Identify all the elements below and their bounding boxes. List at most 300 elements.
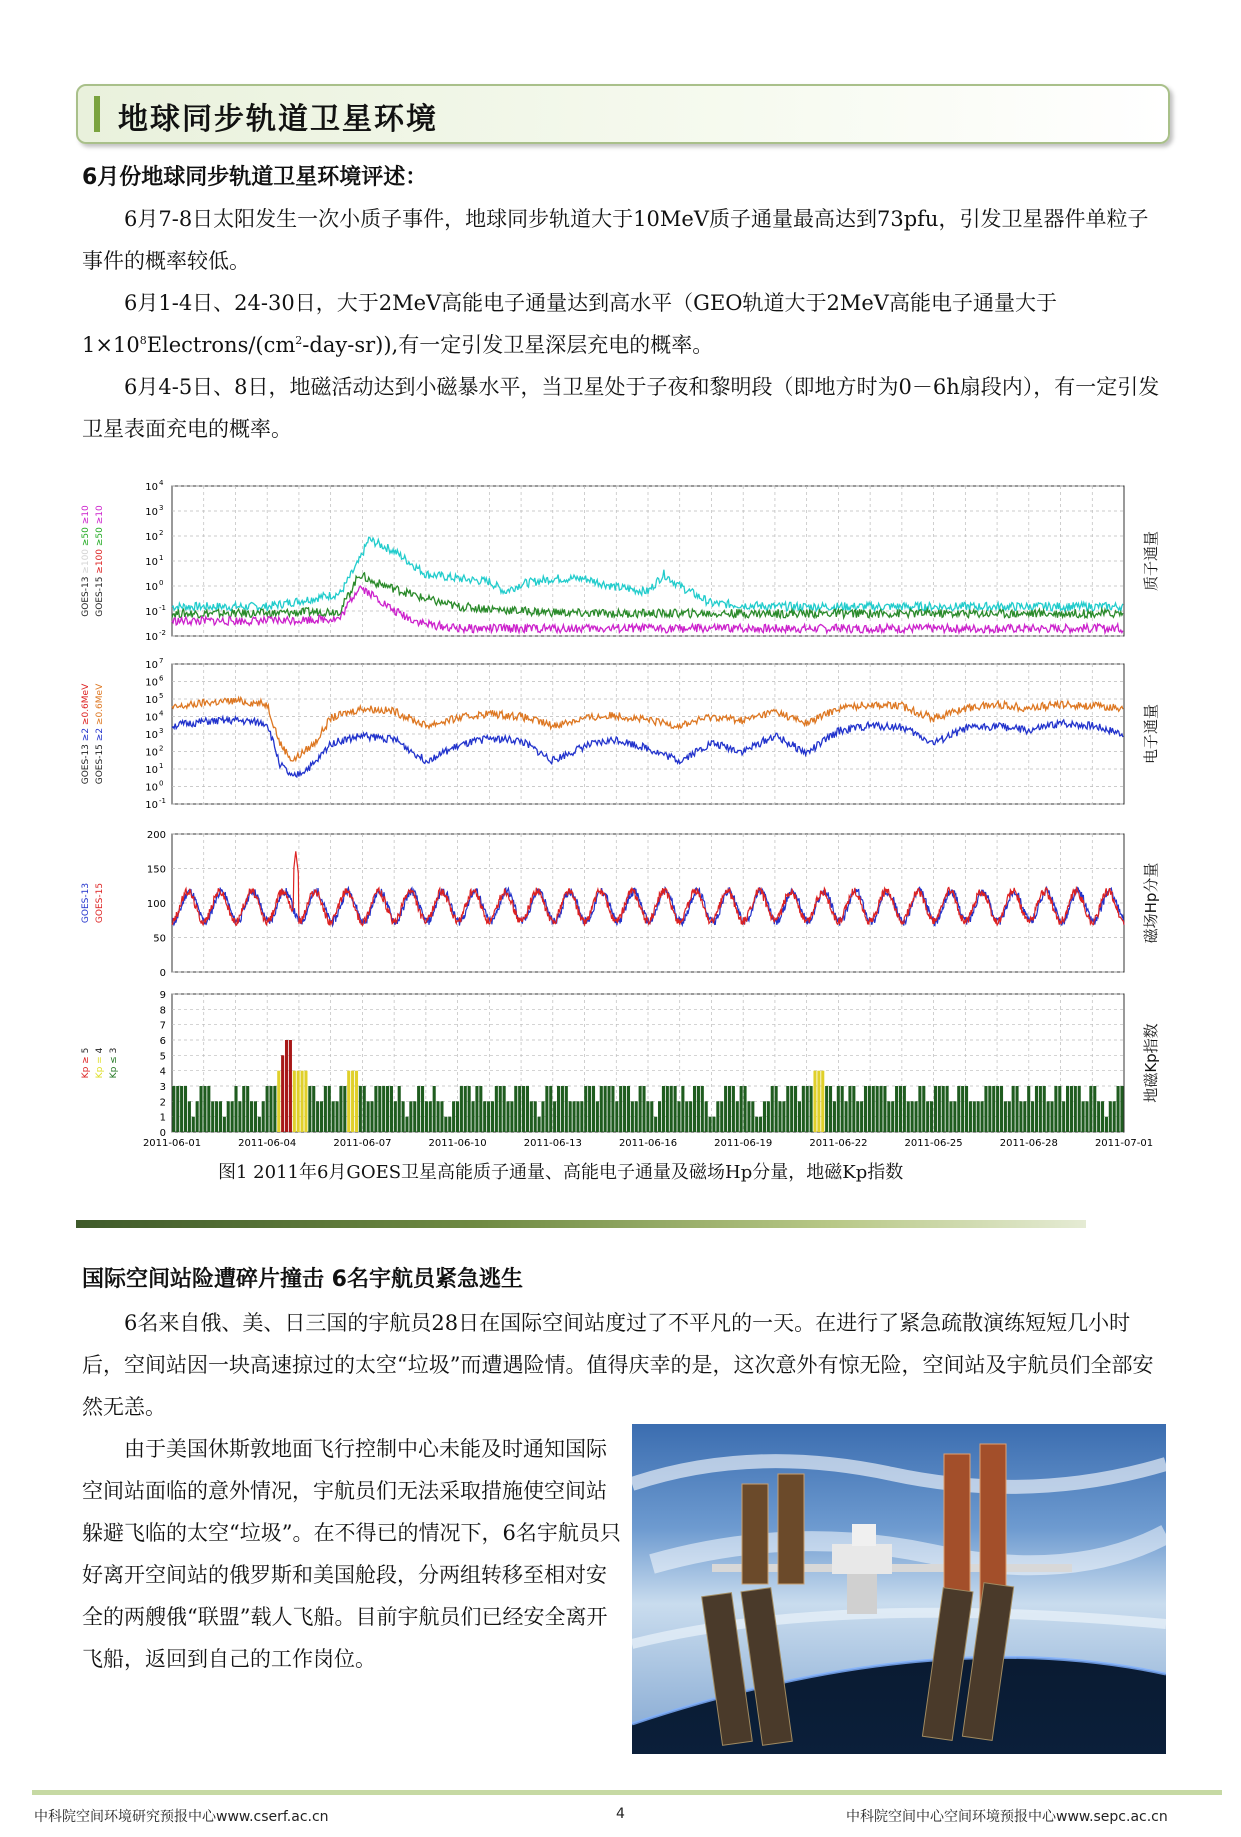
kp-bar — [468, 1086, 471, 1132]
kp-bar — [608, 1086, 611, 1132]
kp-bar — [355, 1071, 358, 1132]
panel-4-legend-entry: Kp ≤ 3 — [109, 1047, 119, 1079]
kp-bar — [580, 1101, 583, 1132]
panel-4-ytick-label: 1 — [159, 1112, 166, 1124]
kp-bar — [203, 1086, 206, 1132]
section-divider — [76, 1220, 1086, 1228]
kp-bar — [223, 1117, 226, 1132]
kp-bar — [802, 1086, 805, 1132]
kp-bar — [347, 1071, 350, 1132]
panel-4-ytick-label: 3 — [159, 1082, 166, 1093]
kp-bar — [1078, 1086, 1081, 1132]
panel-4-ytick-label: 7 — [159, 1020, 166, 1032]
x-axis-tick-label: 2011-06-04 — [238, 1138, 297, 1149]
x-axis-tick-label: 2011-06-13 — [523, 1138, 582, 1149]
space-station-photo — [632, 1424, 1166, 1754]
kp-bar — [984, 1086, 987, 1132]
kp-bar — [390, 1086, 393, 1132]
panel-3-ytick-label: 50 — [153, 933, 166, 945]
panel-2-ytick-exponent: 6 — [159, 674, 164, 683]
kp-bar — [1031, 1101, 1034, 1132]
kp-bar — [238, 1101, 241, 1132]
kp-bar — [627, 1086, 630, 1132]
kp-bar — [949, 1101, 952, 1132]
kp-bar — [440, 1101, 443, 1132]
panel-1-ytick-label: 10 — [145, 582, 158, 593]
kp-bar — [444, 1117, 447, 1132]
kp-bar — [701, 1086, 704, 1132]
panel-2-ytick-label: 10 — [145, 782, 158, 794]
kp-bar — [576, 1101, 579, 1132]
kp-bar — [526, 1086, 529, 1132]
kp-bar — [977, 1101, 980, 1132]
kp-bar — [868, 1086, 871, 1132]
section-title: 地球同步轨道卫星环境 — [118, 102, 438, 137]
kp-bar — [1008, 1101, 1011, 1132]
kp-bar — [685, 1101, 688, 1132]
kp-bar — [592, 1086, 595, 1132]
kp-bar — [1019, 1101, 1022, 1132]
kp-bar — [786, 1086, 789, 1132]
kp-bar — [961, 1086, 964, 1132]
kp-bar — [308, 1086, 311, 1132]
kp-bar — [398, 1086, 401, 1132]
kp-bar — [254, 1101, 257, 1132]
panel-1-ytick-label: 10 — [145, 532, 158, 543]
kp-bar — [891, 1101, 894, 1132]
kp-bar — [662, 1086, 665, 1132]
kp-bar — [790, 1086, 793, 1132]
kp-bar — [1101, 1101, 1104, 1132]
panel-2-ytick-exponent: 0 — [159, 779, 164, 788]
kp-bar — [724, 1086, 727, 1132]
panel-4-ytick-label: 2 — [159, 1097, 166, 1109]
kp-bar — [499, 1086, 502, 1132]
kp-bar — [720, 1101, 723, 1132]
kp-bar — [250, 1101, 253, 1132]
kp-bar — [938, 1086, 941, 1132]
kp-bar — [604, 1086, 607, 1132]
kp-bar — [829, 1086, 832, 1132]
kp-bar — [914, 1101, 917, 1132]
panel-1-label: 质子通量 — [1142, 530, 1160, 592]
panel-4-ytick-label: 8 — [159, 1005, 166, 1017]
panel-2-ytick-label: 10 — [145, 747, 158, 759]
panel-2-ytick-label: 10 — [145, 660, 158, 671]
kp-bar — [370, 1101, 373, 1132]
kp-bar — [845, 1101, 848, 1132]
kp-bar — [339, 1086, 342, 1132]
panel-2-ytick-exponent: 5 — [159, 692, 164, 700]
kp-bar — [514, 1086, 517, 1132]
kp-bar — [883, 1086, 886, 1132]
panel-2-ytick-exponent: 7 — [159, 657, 164, 665]
x-axis-tick-label: 2011-06-07 — [333, 1138, 392, 1149]
panel-1-ytick-exponent: 0 — [159, 579, 164, 587]
panel-4-legend-entry: Kp ≥ 5 — [81, 1047, 91, 1079]
kp-bar — [452, 1101, 455, 1132]
kp-bar — [234, 1086, 237, 1132]
kp-bar — [782, 1101, 785, 1132]
kp-bar — [670, 1086, 673, 1132]
kp-bar — [413, 1101, 416, 1132]
kp-bar — [1109, 1101, 1112, 1132]
panel-2-ytick-label: 10 — [145, 677, 158, 689]
kp-bar — [402, 1101, 405, 1132]
kp-bar — [1058, 1086, 1061, 1132]
review-paragraph-3: 6月4-5日、8日，地磁活动达到小磁暴水平，当卫星处于子夜和黎明段（即地方时为0－6h扇段内），有一定引发卫星表面充电的概率。 — [82, 375, 1160, 441]
kp-bar — [421, 1086, 424, 1132]
kp-bar — [491, 1101, 494, 1132]
x-axis-tick-label: 2011-06-10 — [428, 1138, 487, 1149]
review-paragraph-2: 6月1-4日、24-30日，大于2MeV高能电子通量达到高水平（GEO轨道大于2MeV高能电子通量大于$1\times 10^8Electrons/(cm^2-day-sr)$),有一定引发卫星深层充电的概率。 — [82, 291, 1057, 357]
kp-bar — [320, 1101, 323, 1132]
kp-bar — [763, 1101, 766, 1132]
panel-3-ytick-label: 150 — [146, 864, 166, 876]
kp-bar — [697, 1086, 700, 1132]
kp-bar — [483, 1101, 486, 1132]
kp-bar — [464, 1086, 467, 1132]
kp-bar — [930, 1101, 933, 1132]
kp-bar — [992, 1086, 995, 1132]
kp-bar — [918, 1086, 921, 1132]
kp-bar — [475, 1086, 478, 1132]
kp-bar — [266, 1086, 269, 1132]
kp-bar — [522, 1086, 525, 1132]
kp-bar — [1117, 1086, 1120, 1132]
kp-bar — [615, 1101, 618, 1132]
kp-bar — [689, 1101, 692, 1132]
kp-bar — [184, 1086, 187, 1132]
goes-figure — [76, 478, 1166, 1150]
panel-1-ytick-label: 10 — [145, 507, 158, 518]
footer-left-text: 中科院空间环境研究预报中心www.cserf.ac.cn — [34, 1809, 329, 1825]
panel-2-ytick-exponent: 4 — [159, 709, 164, 718]
kp-bar — [553, 1101, 556, 1132]
kp-bar — [1066, 1086, 1069, 1132]
kp-bar — [281, 1055, 284, 1132]
kp-bar — [530, 1101, 533, 1132]
kp-bar — [872, 1086, 875, 1132]
kp-bar — [903, 1086, 906, 1132]
panel-2-ytick-exponent: 1 — [159, 762, 164, 770]
kp-bar — [1043, 1086, 1046, 1132]
panel-2-legend-entry: GOES-13 ≥2 ≥0.6MeV — [81, 683, 91, 785]
kp-bar — [810, 1086, 813, 1132]
kp-bar — [1120, 1086, 1123, 1132]
panel-4-legend-entry: Kp = 4 — [95, 1047, 105, 1079]
kp-bar — [642, 1086, 645, 1132]
kp-bar — [456, 1101, 459, 1132]
kp-bar — [215, 1101, 218, 1132]
panel-2-ytick-label: 10 — [145, 730, 158, 741]
kp-bar — [246, 1086, 249, 1132]
kp-bar — [207, 1086, 210, 1132]
kp-bar — [242, 1086, 245, 1132]
kp-bar — [1113, 1101, 1116, 1132]
kp-bar — [631, 1101, 634, 1132]
kp-bar — [479, 1086, 482, 1132]
kp-bar — [798, 1101, 801, 1132]
kp-bar — [817, 1071, 820, 1132]
kp-bar — [301, 1071, 304, 1132]
kp-bar — [794, 1086, 797, 1132]
panel-1-ytick-exponent: 3 — [159, 504, 164, 512]
panel-2-label: 电子通量 — [1142, 703, 1160, 765]
x-axis-tick-label: 2011-06-01 — [142, 1138, 202, 1149]
footer-right-text: 中科院空间中心空间环境预报中心www.sepc.ac.cn — [846, 1809, 1168, 1825]
kp-bar — [922, 1086, 925, 1132]
kp-bar — [1074, 1086, 1077, 1132]
kp-bar — [841, 1086, 844, 1132]
kp-bar — [363, 1086, 366, 1132]
kp-bar — [880, 1086, 883, 1132]
panel-1-ytick-label: 10 — [145, 557, 158, 568]
kp-bar — [1035, 1086, 1038, 1132]
kp-bar — [1093, 1086, 1096, 1132]
kp-bar — [806, 1086, 809, 1132]
kp-bar — [1097, 1101, 1100, 1132]
kp-bar — [876, 1086, 879, 1132]
kp-bar — [887, 1101, 890, 1132]
kp-bar — [856, 1101, 859, 1132]
kp-bar — [899, 1086, 902, 1132]
kp-bar — [926, 1101, 929, 1132]
kp-bar — [969, 1101, 972, 1132]
kp-bar — [269, 1086, 272, 1132]
kp-bar — [200, 1086, 203, 1132]
x-axis-tick-label: 2011-06-22 — [809, 1138, 868, 1149]
kp-bar — [1050, 1101, 1053, 1132]
panel-1-legend-entry: GOES-13 ≥100 ≥50 ≥10 — [81, 505, 91, 617]
kp-bar — [1062, 1101, 1065, 1132]
x-axis-tick-label: 2011-07-01 — [1094, 1138, 1154, 1149]
kp-bar — [374, 1086, 377, 1132]
panel-4-ytick-label: 0 — [159, 1128, 166, 1139]
kp-bar — [425, 1101, 428, 1132]
kp-bar — [258, 1117, 261, 1132]
kp-bar — [211, 1101, 214, 1132]
panel-4-label: 地磁Kp指数 — [1142, 1023, 1160, 1103]
news-paragraph-2: 由于美国休斯敦地面飞行控制中心未能及时通知国际空间站面临的意外情况，宇航员们无法采取措施使空间站躲避飞临的太空“垃圾”。在不得已的情况下，6名宇航员只好离开空间站的俄罗斯和美国舱段，分两组转移至相对安全的两艘俄“联盟”载人飞船。目前宇航员们已经安全离开飞船，返回到自己的工作岗位。 — [82, 1437, 621, 1671]
kp-bar — [176, 1086, 179, 1132]
kp-bar — [646, 1101, 649, 1132]
kp-bar — [541, 1101, 544, 1132]
x-axis-tick-label: 2011-06-25 — [904, 1138, 963, 1149]
kp-bar — [1047, 1101, 1050, 1132]
kp-bar — [1105, 1117, 1108, 1132]
kp-bar — [297, 1071, 300, 1132]
kp-bar — [639, 1086, 642, 1132]
kp-bar — [716, 1101, 719, 1132]
panel-1-ytick-exponent: -2 — [159, 629, 166, 637]
x-axis-tick-label: 2011-06-19 — [714, 1138, 773, 1149]
kp-bar — [405, 1117, 408, 1132]
panel-3-legend-entry: GOES-15 — [95, 882, 105, 924]
panel-4-ytick-label: 5 — [159, 1051, 166, 1063]
section-header — [76, 84, 1170, 144]
panel-2-ytick-exponent: 2 — [159, 744, 164, 753]
kp-bar — [429, 1101, 432, 1132]
kp-bar — [771, 1086, 774, 1132]
kp-bar — [1000, 1086, 1003, 1132]
kp-bar — [747, 1101, 750, 1132]
x-axis-tick-label: 2011-06-16 — [618, 1138, 678, 1149]
kp-bar — [506, 1101, 509, 1132]
kp-bar — [192, 1117, 195, 1132]
kp-bar — [650, 1101, 653, 1132]
kp-bar — [953, 1101, 956, 1132]
kp-bar — [437, 1101, 440, 1132]
kp-bar — [460, 1086, 463, 1132]
kp-bar — [957, 1086, 960, 1132]
kp-bar — [312, 1086, 315, 1132]
kp-bar — [538, 1117, 541, 1132]
kp-bar — [561, 1086, 564, 1132]
kp-bar — [1027, 1086, 1030, 1132]
kp-bar — [681, 1086, 684, 1132]
panel-3-ytick-label: 100 — [146, 899, 166, 910]
panel-1-ytick-label: 10 — [145, 632, 158, 643]
panel-3-label: 磁场Hp分量 — [1142, 862, 1160, 944]
kp-bar — [343, 1086, 346, 1132]
kp-bar — [712, 1117, 715, 1132]
kp-bar — [569, 1101, 572, 1132]
kp-bar — [386, 1086, 389, 1132]
kp-bar — [825, 1086, 828, 1132]
kp-bar — [219, 1101, 222, 1132]
kp-bar — [227, 1101, 230, 1132]
figure-caption: 图1 2011年6月GOES卫星高能质子通量、高能电子通量及磁场Hp分量，地磁Kp指数 — [218, 1162, 904, 1183]
kp-bar — [611, 1086, 614, 1132]
kp-bar — [584, 1086, 587, 1132]
kp-bar — [549, 1086, 552, 1132]
kp-bar — [359, 1086, 362, 1132]
kp-bar — [503, 1086, 506, 1132]
panel-3-ytick-label: 200 — [146, 830, 166, 841]
kp-bar — [262, 1101, 265, 1132]
kp-bar — [596, 1101, 599, 1132]
kp-bar — [1004, 1101, 1007, 1132]
panel-1-ytick-label: 10 — [145, 482, 158, 493]
kp-bar — [911, 1101, 914, 1132]
kp-bar — [289, 1040, 292, 1132]
kp-bar — [759, 1117, 762, 1132]
kp-bar — [988, 1086, 991, 1132]
panel-3-ytick-label: 0 — [159, 968, 166, 979]
kp-bar — [188, 1101, 191, 1132]
kp-bar — [1039, 1086, 1042, 1132]
kp-bar — [946, 1086, 949, 1132]
kp-bar — [285, 1040, 288, 1132]
kp-bar — [848, 1086, 851, 1132]
kp-bar — [833, 1101, 836, 1132]
kp-bar — [231, 1101, 234, 1132]
kp-bar — [751, 1101, 754, 1132]
kp-bar — [495, 1086, 498, 1132]
kp-bar — [351, 1071, 354, 1132]
news-paragraph-1: 6名来自俄、美、日三国的宇航员28日在国际空间站度过了不平凡的一天。在进行了紧急疏散演练短短几小时后，空间站因一块高速掠过的太空“垃圾”而遭遇险情。值得庆幸的是，这次意外有惊无险，空间站及宇航员们全部安然无恙。 — [82, 1311, 1154, 1419]
kp-bar — [778, 1101, 781, 1132]
review-paragraph-1: 6月7-8日太阳发生一次小质子事件，地球同步轨道大于10MeV质子通量最高达到73pfu，引发卫星器件单粒子事件的概率较低。 — [82, 207, 1149, 273]
kp-bar — [409, 1101, 412, 1132]
kp-bar — [635, 1101, 638, 1132]
kp-bar — [619, 1086, 622, 1132]
kp-bar — [417, 1086, 420, 1132]
kp-bar — [775, 1086, 778, 1132]
kp-bar — [973, 1101, 976, 1132]
kp-bar — [328, 1086, 331, 1132]
kp-bar — [821, 1071, 824, 1132]
kp-bar — [545, 1086, 548, 1132]
kp-bar — [1070, 1086, 1073, 1132]
kp-bar — [755, 1117, 758, 1132]
panel-1-ytick-exponent: -1 — [159, 604, 166, 612]
panel-1-legend-entry: GOES-15 ≥100 ≥50 ≥10 — [95, 505, 105, 617]
kp-bar — [1023, 1101, 1026, 1132]
kp-bar — [767, 1101, 770, 1132]
kp-bar — [860, 1101, 863, 1132]
kp-bar — [600, 1086, 603, 1132]
kp-bar — [981, 1101, 984, 1132]
panel-4-ytick-label: 6 — [159, 1036, 166, 1047]
kp-bar — [1082, 1101, 1085, 1132]
kp-bar — [728, 1086, 731, 1132]
panel-2-ytick-label: 10 — [145, 712, 158, 724]
kp-bar — [316, 1101, 319, 1132]
panel-4-ytick-label: 4 — [159, 1066, 166, 1078]
kp-bar — [1054, 1086, 1057, 1132]
kp-bar — [837, 1086, 840, 1132]
kp-bar — [654, 1117, 657, 1132]
kp-bar — [1016, 1086, 1019, 1132]
kp-bar — [677, 1101, 680, 1132]
panel-1-ytick-exponent: 2 — [159, 529, 164, 537]
kp-bar — [273, 1086, 276, 1132]
kp-bar — [472, 1101, 475, 1132]
kp-bar — [518, 1086, 521, 1132]
kp-bar — [534, 1101, 537, 1132]
kp-bar — [934, 1086, 937, 1132]
kp-bar — [864, 1086, 867, 1132]
kp-bar — [172, 1086, 175, 1132]
kp-bar — [740, 1086, 743, 1132]
kp-bar — [324, 1086, 327, 1132]
kp-bar — [510, 1101, 513, 1132]
kp-bar — [996, 1086, 999, 1132]
kp-bar — [907, 1101, 910, 1132]
kp-bar — [196, 1101, 199, 1132]
kp-bar — [744, 1086, 747, 1132]
page-number: 4 — [616, 1806, 625, 1822]
kp-bar — [1089, 1086, 1092, 1132]
review-heading: 6月份地球同步轨道卫星环境评述： — [82, 165, 428, 190]
kp-bar — [623, 1086, 626, 1132]
kp-bar — [1085, 1101, 1088, 1132]
panel-2-legend-entry: GOES-15 ≥2 ≥0.6MeV — [95, 683, 105, 785]
panel-2-ytick-label: 10 — [145, 800, 158, 811]
kp-bar — [382, 1086, 385, 1132]
kp-bar — [293, 1071, 296, 1132]
kp-bar — [277, 1071, 280, 1132]
kp-bar — [666, 1086, 669, 1132]
kp-bar — [180, 1086, 183, 1132]
header-accent-bar — [94, 96, 100, 132]
kp-bar — [736, 1101, 739, 1132]
kp-bar — [1012, 1086, 1015, 1132]
panel-4-ytick-label: 9 — [159, 990, 166, 1001]
kp-bar — [304, 1071, 307, 1132]
